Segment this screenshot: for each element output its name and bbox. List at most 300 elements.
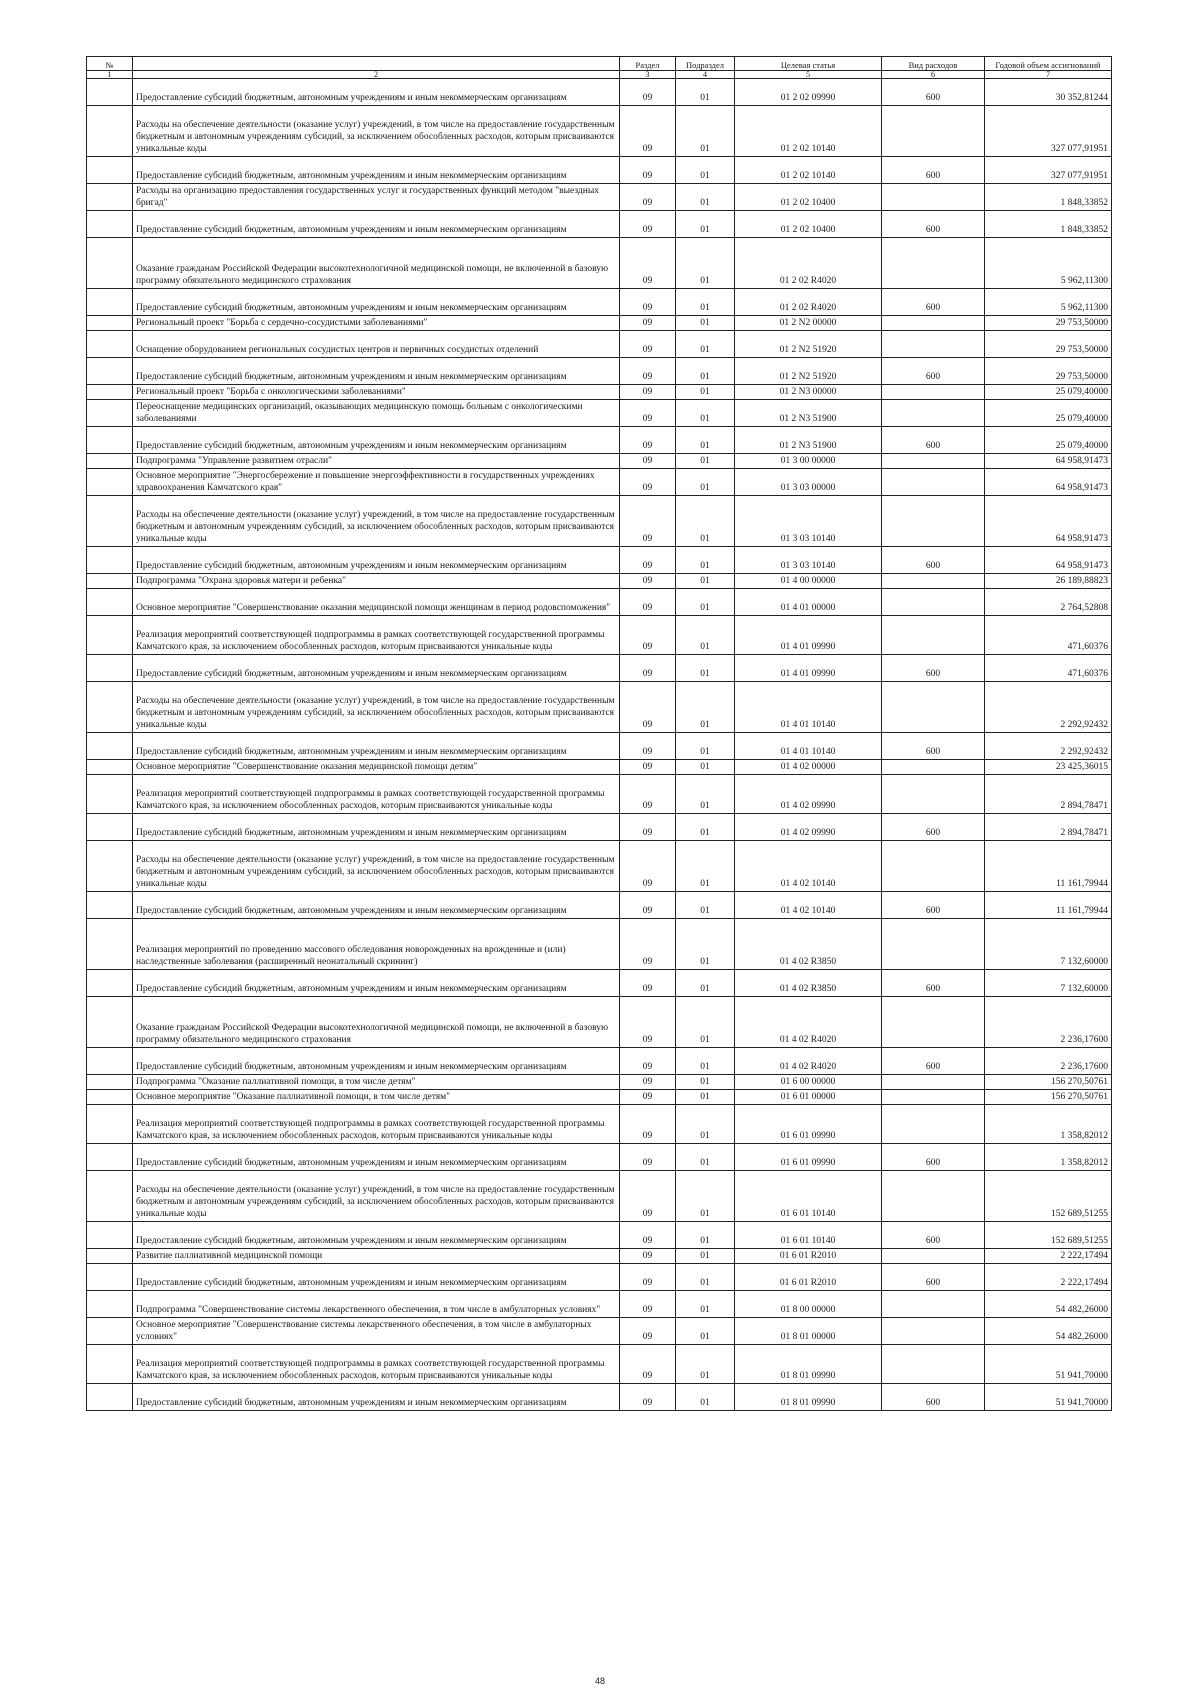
column-number: 6 xyxy=(882,71,985,79)
row-description: Расходы на обеспечение деятельности (оказание услуг) учреждений, в том числе на предоставление государственным бюджетным и автономным учреждениям субсидий, за исключением обособленных расходов, которым присваиваются уникальные коды xyxy=(133,682,620,733)
row-podrazdel: 01 xyxy=(676,892,735,919)
row-podrazdel: 01 xyxy=(676,760,735,775)
row-target-article: 01 2 N2 00000 xyxy=(735,316,882,331)
row-expense-type xyxy=(882,469,985,496)
row-expense-type xyxy=(882,589,985,616)
row-expense-type: 600 xyxy=(882,1048,985,1075)
row-number-cell xyxy=(87,106,133,157)
row-description: Подпрограмма "Охрана здоровья матери и ребенка" xyxy=(133,574,620,589)
column-number: 3 xyxy=(620,71,676,79)
row-amount: 29 753,50000 xyxy=(985,316,1112,331)
row-description: Предоставление субсидий бюджетным, автономным учреждениям и иным некоммерческим организациям xyxy=(133,427,620,454)
table-row xyxy=(87,289,1112,316)
row-podrazdel: 01 xyxy=(676,385,735,400)
row-razdel: 09 xyxy=(620,970,676,997)
row-razdel: 09 xyxy=(620,616,676,655)
row-number-cell xyxy=(87,892,133,919)
table-row xyxy=(87,760,1112,775)
row-target-article: 01 2 02 10140 xyxy=(735,106,882,157)
row-description: Переоснащение медицинских организаций, оказывающих медицинскую помощь больным с онкологическими заболеваниями xyxy=(133,400,620,427)
row-expense-type: 600 xyxy=(882,1222,985,1249)
row-description: Основное мероприятие "Совершенствование системы лекарственного обеспечения, в том числе в амбулаторных условиях" xyxy=(133,1318,620,1345)
table-row xyxy=(87,184,1112,211)
table-row xyxy=(87,106,1112,157)
row-razdel: 09 xyxy=(620,733,676,760)
row-podrazdel: 01 xyxy=(676,733,735,760)
row-description: Региональный проект "Борьба с сердечно-сосудистыми заболеваниями" xyxy=(133,316,620,331)
row-podrazdel: 01 xyxy=(676,919,735,970)
row-target-article: 01 2 02 10400 xyxy=(735,211,882,238)
row-target-article: 01 4 01 10140 xyxy=(735,682,882,733)
row-target-article: 01 8 01 09990 xyxy=(735,1345,882,1384)
table-row xyxy=(87,970,1112,997)
row-target-article: 01 4 02 R4020 xyxy=(735,997,882,1048)
row-expense-type: 600 xyxy=(882,547,985,574)
table-row xyxy=(87,1318,1112,1345)
row-podrazdel: 01 xyxy=(676,79,735,106)
row-number-cell xyxy=(87,1171,133,1222)
row-amount: 1 358,82012 xyxy=(985,1105,1112,1144)
row-amount: 7 132,60000 xyxy=(985,919,1112,970)
row-amount: 2 292,92432 xyxy=(985,733,1112,760)
row-podrazdel: 01 xyxy=(676,1144,735,1171)
row-expense-type: 600 xyxy=(882,358,985,385)
row-number-cell xyxy=(87,589,133,616)
row-number-cell xyxy=(87,574,133,589)
row-expense-type: 600 xyxy=(882,79,985,106)
row-razdel: 09 xyxy=(620,1345,676,1384)
row-description: Подпрограмма "Управление развитием отрасли" xyxy=(133,454,620,469)
row-razdel: 09 xyxy=(620,760,676,775)
row-podrazdel: 01 xyxy=(676,547,735,574)
row-amount: 64 958,91473 xyxy=(985,469,1112,496)
row-expense-type: 600 xyxy=(882,892,985,919)
row-podrazdel: 01 xyxy=(676,589,735,616)
row-podrazdel: 01 xyxy=(676,1318,735,1345)
row-description: Предоставление субсидий бюджетным, автономным учреждениям и иным некоммерческим организациям xyxy=(133,655,620,682)
row-podrazdel: 01 xyxy=(676,655,735,682)
row-amount: 327 077,91951 xyxy=(985,106,1112,157)
row-expense-type xyxy=(882,574,985,589)
table-row xyxy=(87,238,1112,289)
header-annual-amount: Годовой объем ассигнований xyxy=(985,57,1112,71)
row-expense-type xyxy=(882,400,985,427)
row-expense-type xyxy=(882,1090,985,1105)
row-description: Предоставление субсидий бюджетным, автономным учреждениям и иным некоммерческим организациям xyxy=(133,547,620,574)
row-target-article: 01 4 02 00000 xyxy=(735,760,882,775)
row-number-cell xyxy=(87,997,133,1048)
row-description: Расходы на организацию предоставления государственных услуг и государственных функций методом "выездных бригад" xyxy=(133,184,620,211)
row-podrazdel: 01 xyxy=(676,238,735,289)
row-target-article: 01 6 01 R2010 xyxy=(735,1264,882,1291)
table-row xyxy=(87,1291,1112,1318)
row-razdel: 09 xyxy=(620,1090,676,1105)
row-description: Предоставление субсидий бюджетным, автономным учреждениям и иным некоммерческим организациям xyxy=(133,814,620,841)
row-amount: 5 962,11300 xyxy=(985,289,1112,316)
row-description: Предоставление субсидий бюджетным, автономным учреждениям и иным некоммерческим организациям xyxy=(133,1384,620,1411)
row-number-cell xyxy=(87,331,133,358)
row-expense-type xyxy=(882,1249,985,1264)
row-amount: 29 753,50000 xyxy=(985,331,1112,358)
row-number-cell xyxy=(87,682,133,733)
row-description: Основное мероприятие "Энергосбережение и повышение энергоэффективности в государственных учреждениях здравоохранения Камчатского края" xyxy=(133,469,620,496)
row-target-article: 01 6 01 09990 xyxy=(735,1105,882,1144)
row-description: Основное мероприятие "Совершенствование оказания медицинской помощи детям" xyxy=(133,760,620,775)
row-razdel: 09 xyxy=(620,1264,676,1291)
row-amount: 51 941,70000 xyxy=(985,1345,1112,1384)
row-target-article: 01 4 01 00000 xyxy=(735,589,882,616)
row-amount: 25 079,40000 xyxy=(985,427,1112,454)
row-razdel: 09 xyxy=(620,238,676,289)
row-expense-type xyxy=(882,616,985,655)
budget-sheet xyxy=(86,56,1111,1411)
row-description: Предоставление субсидий бюджетным, автономным учреждениям и иным некоммерческим организациям xyxy=(133,358,620,385)
header-description xyxy=(133,57,620,71)
row-description: Предоставление субсидий бюджетным, автономным учреждениям и иным некоммерческим организациям xyxy=(133,211,620,238)
row-expense-type xyxy=(882,1171,985,1222)
row-expense-type: 600 xyxy=(882,1384,985,1411)
row-expense-type xyxy=(882,331,985,358)
row-razdel: 09 xyxy=(620,574,676,589)
row-target-article: 01 2 N3 51900 xyxy=(735,427,882,454)
row-description: Предоставление субсидий бюджетным, автономным учреждениям и иным некоммерческим организациям xyxy=(133,1264,620,1291)
row-podrazdel: 01 xyxy=(676,1171,735,1222)
table-row xyxy=(87,400,1112,427)
row-podrazdel: 01 xyxy=(676,331,735,358)
row-podrazdel: 01 xyxy=(676,1105,735,1144)
row-razdel: 09 xyxy=(620,1222,676,1249)
row-expense-type xyxy=(882,919,985,970)
row-description: Развитие паллиативной медицинской помощи xyxy=(133,1249,620,1264)
row-expense-type xyxy=(882,760,985,775)
row-target-article: 01 3 03 10140 xyxy=(735,547,882,574)
row-razdel: 09 xyxy=(620,997,676,1048)
row-podrazdel: 01 xyxy=(676,427,735,454)
row-target-article: 01 2 02 09990 xyxy=(735,79,882,106)
row-target-article: 01 4 00 00000 xyxy=(735,574,882,589)
row-podrazdel: 01 xyxy=(676,841,735,892)
row-razdel: 09 xyxy=(620,1384,676,1411)
row-podrazdel: 01 xyxy=(676,469,735,496)
table-row xyxy=(87,574,1112,589)
row-number-cell xyxy=(87,1384,133,1411)
row-expense-type: 600 xyxy=(882,814,985,841)
row-description: Предоставление субсидий бюджетным, автономным учреждениям и иным некоммерческим организациям xyxy=(133,970,620,997)
row-expense-type xyxy=(882,184,985,211)
row-razdel: 09 xyxy=(620,547,676,574)
row-number-cell xyxy=(87,1048,133,1075)
table-row xyxy=(87,469,1112,496)
row-razdel: 09 xyxy=(620,775,676,814)
table-row xyxy=(87,919,1112,970)
row-target-article: 01 8 01 00000 xyxy=(735,1318,882,1345)
page-number: 48 xyxy=(594,1676,605,1686)
row-amount: 2 236,17600 xyxy=(985,997,1112,1048)
table-row xyxy=(87,427,1112,454)
row-expense-type xyxy=(882,1291,985,1318)
row-razdel: 09 xyxy=(620,289,676,316)
table-row xyxy=(87,454,1112,469)
row-amount: 2 764,52808 xyxy=(985,589,1112,616)
row-target-article: 01 2 N3 51900 xyxy=(735,400,882,427)
row-podrazdel: 01 xyxy=(676,106,735,157)
row-amount: 1 358,82012 xyxy=(985,1144,1112,1171)
row-razdel: 09 xyxy=(620,892,676,919)
row-description: Предоставление субсидий бюджетным, автономным учреждениям и иным некоммерческим организациям xyxy=(133,157,620,184)
row-description: Предоставление субсидий бюджетным, автономным учреждениям и иным некоммерческим организациям xyxy=(133,733,620,760)
row-amount: 2 236,17600 xyxy=(985,1048,1112,1075)
table-row xyxy=(87,997,1112,1048)
row-number-cell xyxy=(87,79,133,106)
row-description: Предоставление субсидий бюджетным, автономным учреждениям и иным некоммерческим организациям xyxy=(133,1144,620,1171)
row-expense-type: 600 xyxy=(882,211,985,238)
row-expense-type xyxy=(882,1075,985,1090)
row-podrazdel: 01 xyxy=(676,1075,735,1090)
row-description: Региональный проект "Борьба с онкологическими заболеваниями" xyxy=(133,385,620,400)
row-amount: 26 189,88823 xyxy=(985,574,1112,589)
row-target-article: 01 4 02 R4020 xyxy=(735,1048,882,1075)
row-razdel: 09 xyxy=(620,1144,676,1171)
table-row xyxy=(87,157,1112,184)
table-row xyxy=(87,814,1112,841)
row-amount: 156 270,50761 xyxy=(985,1090,1112,1105)
row-number-cell xyxy=(87,1345,133,1384)
row-podrazdel: 01 xyxy=(676,775,735,814)
row-amount: 2 222,17494 xyxy=(985,1249,1112,1264)
row-expense-type xyxy=(882,775,985,814)
row-target-article: 01 2 02 10400 xyxy=(735,184,882,211)
row-description: Реализация мероприятий соответствующей подпрограммы в рамках соответствующей государственной программы Камчатского края, за исключением обособленных расходов, которым присваиваются уникальные коды xyxy=(133,775,620,814)
row-podrazdel: 01 xyxy=(676,1291,735,1318)
table-row xyxy=(87,892,1112,919)
row-amount: 2 222,17494 xyxy=(985,1264,1112,1291)
row-description: Реализация мероприятий соответствующей подпрограммы в рамках соответствующей государственной программы Камчатского края, за исключением обособленных расходов, которым присваиваются уникальные коды xyxy=(133,616,620,655)
row-razdel: 09 xyxy=(620,184,676,211)
row-razdel: 09 xyxy=(620,589,676,616)
row-description: Оказание гражданам Российской Федерации высокотехнологичной медицинской помощи, не включенной в базовую программу обязательного медицинского страхования xyxy=(133,997,620,1048)
row-podrazdel: 01 xyxy=(676,1222,735,1249)
table-row xyxy=(87,79,1112,106)
row-razdel: 09 xyxy=(620,157,676,184)
row-target-article: 01 8 00 00000 xyxy=(735,1291,882,1318)
row-razdel: 09 xyxy=(620,106,676,157)
row-expense-type: 600 xyxy=(882,157,985,184)
row-expense-type xyxy=(882,496,985,547)
row-description: Предоставление субсидий бюджетным, автономным учреждениям и иным некоммерческим организациям xyxy=(133,289,620,316)
row-razdel: 09 xyxy=(620,79,676,106)
row-expense-type: 600 xyxy=(882,655,985,682)
row-podrazdel: 01 xyxy=(676,1090,735,1105)
row-expense-type xyxy=(882,1318,985,1345)
row-target-article: 01 4 02 R3850 xyxy=(735,919,882,970)
row-amount: 51 941,70000 xyxy=(985,1384,1112,1411)
table-body xyxy=(87,79,1112,1411)
row-target-article: 01 4 01 10140 xyxy=(735,733,882,760)
row-number-cell xyxy=(87,841,133,892)
row-razdel: 09 xyxy=(620,496,676,547)
header-target-article: Целевая статья xyxy=(735,57,882,71)
row-amount: 23 425,36015 xyxy=(985,760,1112,775)
row-podrazdel: 01 xyxy=(676,184,735,211)
row-description: Предоставление субсидий бюджетным, автономным учреждениям и иным некоммерческим организациям xyxy=(133,892,620,919)
row-description: Предоставление субсидий бюджетным, автономным учреждениям и иным некоммерческим организациям xyxy=(133,79,620,106)
row-number-cell xyxy=(87,1291,133,1318)
row-razdel: 09 xyxy=(620,385,676,400)
row-target-article: 01 2 N3 00000 xyxy=(735,385,882,400)
row-podrazdel: 01 xyxy=(676,358,735,385)
row-amount: 64 958,91473 xyxy=(985,454,1112,469)
row-amount: 152 689,51255 xyxy=(985,1171,1112,1222)
table-row xyxy=(87,1222,1112,1249)
table-row xyxy=(87,655,1112,682)
row-description: Реализация мероприятий соответствующей подпрограммы в рамках соответствующей государственной программы Камчатского края, за исключением обособленных расходов, которым присваиваются уникальные коды xyxy=(133,1105,620,1144)
row-expense-type xyxy=(882,1105,985,1144)
row-description: Основное мероприятие "Оказание паллиативной помощи, в том числе детям" xyxy=(133,1090,620,1105)
row-amount: 11 161,79944 xyxy=(985,892,1112,919)
row-razdel: 09 xyxy=(620,919,676,970)
row-amount: 25 079,40000 xyxy=(985,385,1112,400)
row-number-cell xyxy=(87,385,133,400)
table-row xyxy=(87,1075,1112,1090)
row-razdel: 09 xyxy=(620,1249,676,1264)
row-number-cell xyxy=(87,1249,133,1264)
table-row xyxy=(87,1105,1112,1144)
row-expense-type: 600 xyxy=(882,289,985,316)
row-amount: 5 962,11300 xyxy=(985,238,1112,289)
row-amount: 64 958,91473 xyxy=(985,547,1112,574)
row-number-cell xyxy=(87,211,133,238)
column-number-row xyxy=(87,71,1112,79)
table-row xyxy=(87,841,1112,892)
table-row xyxy=(87,331,1112,358)
row-expense-type: 600 xyxy=(882,427,985,454)
row-expense-type xyxy=(882,106,985,157)
row-podrazdel: 01 xyxy=(676,1048,735,1075)
row-target-article: 01 6 00 00000 xyxy=(735,1075,882,1090)
row-number-cell xyxy=(87,427,133,454)
row-target-article: 01 3 00 00000 xyxy=(735,454,882,469)
row-number-cell xyxy=(87,655,133,682)
row-number-cell xyxy=(87,157,133,184)
row-razdel: 09 xyxy=(620,211,676,238)
row-amount: 327 077,91951 xyxy=(985,157,1112,184)
row-number-cell xyxy=(87,316,133,331)
table-row xyxy=(87,1384,1112,1411)
row-expense-type xyxy=(882,385,985,400)
row-amount: 11 161,79944 xyxy=(985,841,1112,892)
row-expense-type xyxy=(882,238,985,289)
row-description: Расходы на обеспечение деятельности (оказание услуг) учреждений, в том числе на предоставление государственным бюджетным и автономным учреждениям субсидий, за исключением обособленных расходов, которым присваиваются уникальные коды xyxy=(133,496,620,547)
row-podrazdel: 01 xyxy=(676,316,735,331)
row-expense-type xyxy=(882,1345,985,1384)
row-target-article: 01 2 N2 51920 xyxy=(735,331,882,358)
row-number-cell xyxy=(87,184,133,211)
row-amount: 30 352,81244 xyxy=(985,79,1112,106)
table-row xyxy=(87,1048,1112,1075)
row-number-cell xyxy=(87,547,133,574)
row-description: Реализация мероприятий по проведению массового обследования новорожденных на врожденные и (или) наследственные заболевания (расширенный неонатальный скрининг) xyxy=(133,919,620,970)
row-number-cell xyxy=(87,289,133,316)
row-number-cell xyxy=(87,454,133,469)
row-razdel: 09 xyxy=(620,400,676,427)
row-amount: 64 958,91473 xyxy=(985,496,1112,547)
row-target-article: 01 4 02 09990 xyxy=(735,775,882,814)
row-podrazdel: 01 xyxy=(676,454,735,469)
table-row xyxy=(87,1249,1112,1264)
row-target-article: 01 4 02 R3850 xyxy=(735,970,882,997)
row-description: Реализация мероприятий соответствующей подпрограммы в рамках соответствующей государственной программы Камчатского края, за исключением обособленных расходов, которым присваиваются уникальные коды xyxy=(133,1345,620,1384)
row-razdel: 09 xyxy=(620,655,676,682)
row-description: Расходы на обеспечение деятельности (оказание услуг) учреждений, в том числе на предоставление государственным бюджетным и автономным учреждениям субсидий, за исключением обособленных расходов, которым присваиваются уникальные коды xyxy=(133,1171,620,1222)
header-row xyxy=(87,57,1112,71)
row-target-article: 01 6 01 00000 xyxy=(735,1090,882,1105)
row-description: Подпрограмма "Совершенствование системы лекарственного обеспечения, в том числе в амбулаторных условиях" xyxy=(133,1291,620,1318)
table-row xyxy=(87,733,1112,760)
row-number-cell xyxy=(87,1222,133,1249)
row-amount: 2 894,78471 xyxy=(985,814,1112,841)
table-row xyxy=(87,1144,1112,1171)
table-row xyxy=(87,682,1112,733)
row-number-cell xyxy=(87,1264,133,1291)
row-razdel: 09 xyxy=(620,1318,676,1345)
row-expense-type xyxy=(882,841,985,892)
row-podrazdel: 01 xyxy=(676,1384,735,1411)
row-number-cell xyxy=(87,775,133,814)
row-number-cell xyxy=(87,358,133,385)
table-row xyxy=(87,358,1112,385)
row-razdel: 09 xyxy=(620,1048,676,1075)
row-target-article: 01 3 03 00000 xyxy=(735,469,882,496)
row-podrazdel: 01 xyxy=(676,616,735,655)
table-row xyxy=(87,1264,1112,1291)
row-target-article: 01 4 02 09990 xyxy=(735,814,882,841)
row-podrazdel: 01 xyxy=(676,970,735,997)
row-podrazdel: 01 xyxy=(676,211,735,238)
row-number-cell xyxy=(87,1090,133,1105)
row-target-article: 01 6 01 09990 xyxy=(735,1144,882,1171)
row-razdel: 09 xyxy=(620,331,676,358)
row-target-article: 01 2 02 10140 xyxy=(735,157,882,184)
row-target-article: 01 8 01 09990 xyxy=(735,1384,882,1411)
row-razdel: 09 xyxy=(620,454,676,469)
row-amount: 156 270,50761 xyxy=(985,1075,1112,1090)
row-expense-type: 600 xyxy=(882,1144,985,1171)
row-amount: 2 292,92432 xyxy=(985,682,1112,733)
table-row xyxy=(87,1090,1112,1105)
row-description: Оснащение оборудованием региональных сосудистых центров и первичных сосудистых отделений xyxy=(133,331,620,358)
row-target-article: 01 4 02 10140 xyxy=(735,892,882,919)
row-number-cell xyxy=(87,1105,133,1144)
row-target-article: 01 4 01 09990 xyxy=(735,616,882,655)
row-amount: 2 894,78471 xyxy=(985,775,1112,814)
row-razdel: 09 xyxy=(620,814,676,841)
table-row xyxy=(87,211,1112,238)
row-expense-type xyxy=(882,316,985,331)
row-target-article: 01 4 02 10140 xyxy=(735,841,882,892)
row-target-article: 01 3 03 10140 xyxy=(735,496,882,547)
row-amount: 54 482,26000 xyxy=(985,1318,1112,1345)
column-number: 2 xyxy=(133,71,620,79)
row-podrazdel: 01 xyxy=(676,289,735,316)
row-razdel: 09 xyxy=(620,1105,676,1144)
row-target-article: 01 6 01 10140 xyxy=(735,1222,882,1249)
row-expense-type xyxy=(882,454,985,469)
row-description: Предоставление субсидий бюджетным, автономным учреждениям и иным некоммерческим организациям xyxy=(133,1048,620,1075)
row-amount: 471,60376 xyxy=(985,616,1112,655)
table-row xyxy=(87,589,1112,616)
table-row xyxy=(87,385,1112,400)
column-number: 5 xyxy=(735,71,882,79)
